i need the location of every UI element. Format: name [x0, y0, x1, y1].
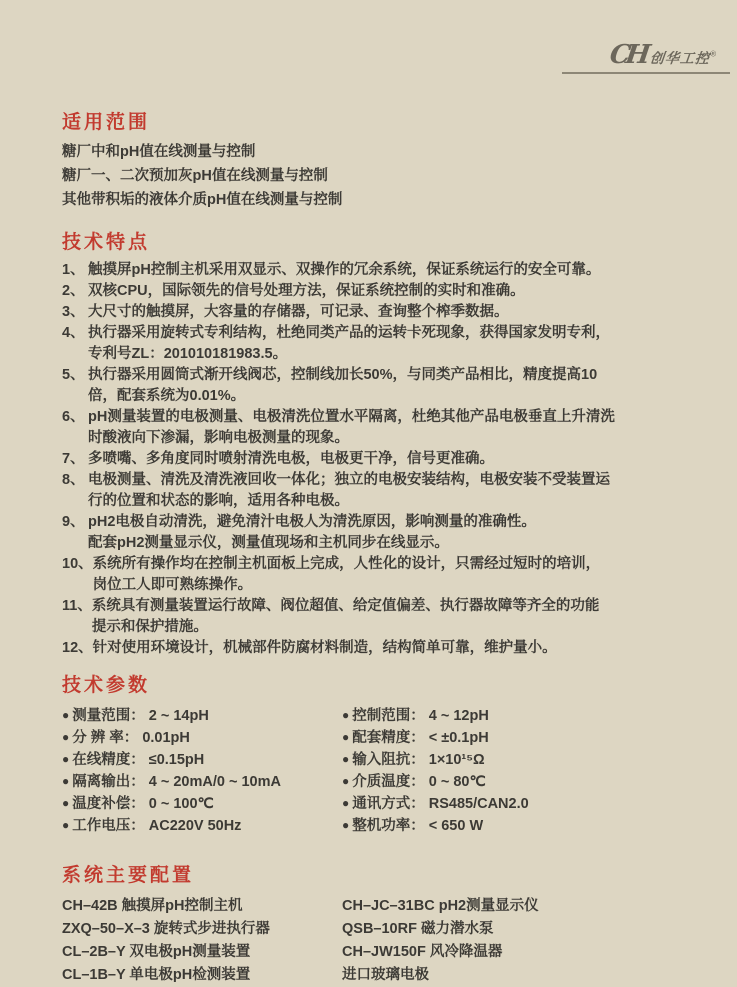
feature-text — [88, 260, 710, 281]
bullet-icon: ● — [342, 818, 350, 832]
parameter-label: 工作电压： — [72, 818, 145, 834]
parameter-label: 温度补偿： — [72, 796, 145, 812]
feature-number: 9、 — [62, 514, 85, 530]
parameter-label: 分 辨 率： — [72, 730, 139, 746]
config-column-right — [342, 895, 710, 987]
feature-line: 倍，配套系统为0.01%。 — [88, 388, 246, 404]
feature-item — [62, 512, 710, 554]
feature-number: 12、 — [62, 640, 93, 656]
bullet-icon: ● — [62, 730, 70, 744]
feature-number: 1、 — [62, 262, 85, 278]
page-content — [62, 110, 710, 987]
feature-number: 8、 — [62, 472, 85, 488]
feature-number: 10、 — [62, 556, 93, 572]
feature-item — [62, 260, 710, 281]
feature-line: 大尺寸的触摸屏，大容量的存储器，可记录、查询整个榨季数据。 — [88, 304, 509, 320]
parameter-label: 整机功率： — [352, 818, 425, 834]
parameter-label: 配套精度： — [352, 730, 425, 746]
parameter-label: 测量范围： — [72, 708, 145, 724]
brand-logo-name: 创华工控 — [649, 50, 712, 66]
bullet-icon: ● — [342, 774, 350, 788]
feature-text — [93, 638, 710, 659]
feature-item — [62, 470, 710, 512]
config-column-left — [62, 895, 342, 987]
bullet-icon: ● — [342, 708, 350, 722]
bullet-icon: ● — [342, 752, 350, 766]
bullet-icon: ● — [62, 752, 70, 766]
parameter-value: 4 ~ 12pH — [428, 708, 489, 724]
parameter-label: 输入阻抗： — [352, 752, 425, 768]
feature-text — [88, 365, 710, 407]
feature-item — [62, 449, 710, 470]
config-section-title: 系统主要配置 — [62, 865, 195, 886]
feature-number: 11、 — [62, 598, 92, 614]
parameter-label: 介质温度： — [352, 774, 425, 790]
bullet-icon: ● — [342, 730, 350, 744]
scope-line: 糖厂中和pH值在线测量与控制 — [62, 144, 256, 160]
feature-item — [62, 554, 710, 596]
feature-text — [88, 281, 710, 302]
feature-line: 提示和保护措施。 — [91, 619, 208, 635]
features-section-title: 技术特点 — [62, 232, 151, 253]
parameter-row — [342, 749, 710, 771]
feature-number: 4、 — [62, 325, 85, 341]
feature-number: 6、 — [62, 409, 85, 425]
scope-section-title: 适用范围 — [62, 112, 151, 133]
feature-line: 触摸屏pH控制主机采用双显示、双操作的冗余系统，保证系统运行的安全可靠。 — [88, 262, 601, 278]
scope-lines — [62, 140, 710, 212]
feature-number: 7、 — [62, 451, 85, 467]
config-item: CL–2B–Y 双电极pH测量装置 — [62, 944, 251, 960]
parameter-value: 0 ~ 100℃ — [148, 796, 214, 812]
parameter-value: RS485/CAN2.0 — [428, 796, 529, 812]
parameter-label: 控制范围： — [352, 708, 425, 724]
parameter-row — [62, 793, 342, 815]
feature-line: 电极测量、清洗及清洗液回收一体化；独立的电极安装结构，电极安装不受装置运 — [88, 472, 610, 488]
feature-line: 系统具有测量装置运行故障、阀位超值、给定值偏差、执行器故障等齐全的功能 — [91, 598, 600, 614]
header-divider — [562, 72, 730, 74]
feature-item — [62, 365, 710, 407]
parameter-row — [62, 705, 342, 727]
feature-item — [62, 323, 710, 365]
config-item: QSB–10RF 磁力潜水泵 — [342, 921, 494, 937]
features-list — [62, 260, 710, 659]
parameter-value: 1×10¹⁵Ω — [428, 752, 485, 768]
bullet-icon: ● — [342, 796, 350, 810]
feature-line: pH测量装置的电极测量、电极清洗位置水平隔离，杜绝其他产品电极垂直上升清洗 — [88, 409, 615, 425]
config-item: CH–42B 触摸屏pH控制主机 — [62, 898, 243, 914]
bullet-icon: ● — [62, 708, 70, 722]
feature-line: 配套pH2测量显示仪，测量值现场和主机同步在线显示。 — [88, 535, 449, 551]
parameter-row — [62, 815, 342, 837]
bullet-icon: ● — [62, 774, 70, 788]
bullet-icon: ● — [62, 796, 70, 810]
config-item: CL–1B–Y 单电极pH检测装置 — [62, 967, 251, 983]
parameter-value: 4 ~ 20mA/0 ~ 10mA — [148, 774, 281, 790]
parameter-row — [342, 705, 710, 727]
feature-number: 5、 — [62, 367, 85, 383]
feature-line: 执行器采用旋转式专利结构，杜绝同类产品的运转卡死现象，获得国家发明专利， — [88, 325, 610, 341]
feature-number: 3、 — [62, 304, 85, 320]
parameter-row — [62, 749, 342, 771]
parameters-grid — [62, 705, 710, 837]
feature-line: 岗位工人即可熟练操作。 — [92, 577, 253, 593]
feature-text — [92, 596, 710, 638]
feature-item — [62, 302, 710, 323]
feature-item — [62, 638, 710, 659]
parameters-column-right — [342, 705, 710, 837]
feature-line: 双核CPU，国际领先的信号处理方法，保证系统控制的实时和准确。 — [88, 283, 525, 299]
parameter-value: < ±0.1pH — [428, 730, 489, 746]
feature-item — [62, 596, 710, 638]
config-item: ZXQ–50–X–3 旋转式步进执行器 — [62, 921, 270, 937]
config-item: CH–JW150F 风冷降温器 — [342, 944, 503, 960]
brand-logo-mark-icon: CH — [607, 40, 648, 70]
feature-text — [88, 407, 710, 449]
feature-number: 2、 — [62, 283, 85, 299]
parameter-value: < 650 W — [428, 818, 484, 834]
config-item: 进口玻璃电极 — [342, 967, 429, 983]
brand-logo — [607, 40, 717, 70]
config-item: CH–JC–31BC pH2测量显示仪 — [342, 898, 539, 914]
feature-line: pH2电极自动清洗，避免清汁电极人为清洗原因，影响测量的准确性。 — [88, 514, 536, 530]
feature-item — [62, 407, 710, 449]
bullet-icon: ● — [62, 818, 70, 832]
registered-mark: ® — [710, 49, 717, 59]
feature-line: 时酸液向下渗漏，影响电极测量的现象。 — [88, 430, 349, 446]
parameter-row — [342, 793, 710, 815]
feature-text — [88, 323, 710, 365]
feature-text — [88, 470, 710, 512]
feature-text — [88, 512, 710, 554]
parameter-row — [342, 815, 710, 837]
parameter-row — [342, 727, 710, 749]
parameter-value: ≤0.15pH — [148, 752, 205, 768]
feature-text — [88, 449, 710, 470]
scope-line: 糖厂一、二次预加灰pH值在线测量与控制 — [62, 168, 328, 184]
feature-line: 多喷嘴、多角度同时喷射清洗电极，电极更干净，信号更准确。 — [88, 451, 494, 467]
parameters-column-left — [62, 705, 342, 837]
feature-text — [88, 302, 710, 323]
feature-line: 行的位置和状态的影响，适用各种电极。 — [88, 493, 349, 509]
feature-text — [93, 554, 710, 596]
parameter-value: 2 ~ 14pH — [148, 708, 209, 724]
parameter-label: 通讯方式： — [352, 796, 425, 812]
feature-line: 执行器采用圆筒式渐开线阀芯，控制线加长50%，与同类产品相比，精度提高10 — [88, 367, 598, 383]
scope-line: 其他带积垢的液体介质pH值在线测量与控制 — [62, 192, 343, 208]
parameter-label: 隔离输出： — [72, 774, 145, 790]
feature-line: 系统所有操作均在控制主机面板上完成，人性化的设计，只需经过短时的培训， — [92, 556, 601, 572]
parameter-value: 0 ~ 80℃ — [428, 774, 486, 790]
parameter-row — [62, 727, 342, 749]
parameters-section-title: 技术参数 — [62, 675, 151, 696]
parameter-label: 在线精度： — [72, 752, 145, 768]
feature-line: 针对使用环境设计，机械部件防腐材料制造，结构简单可靠，维护量小。 — [92, 640, 557, 656]
config-grid — [62, 895, 710, 987]
parameter-value: 0.01pH — [142, 730, 190, 746]
parameter-row — [342, 771, 710, 793]
feature-line: 专利号ZL：201010181983.5。 — [88, 346, 288, 362]
parameter-value: AC220V 50Hz — [148, 818, 242, 834]
parameter-row — [62, 771, 342, 793]
feature-item — [62, 281, 710, 302]
